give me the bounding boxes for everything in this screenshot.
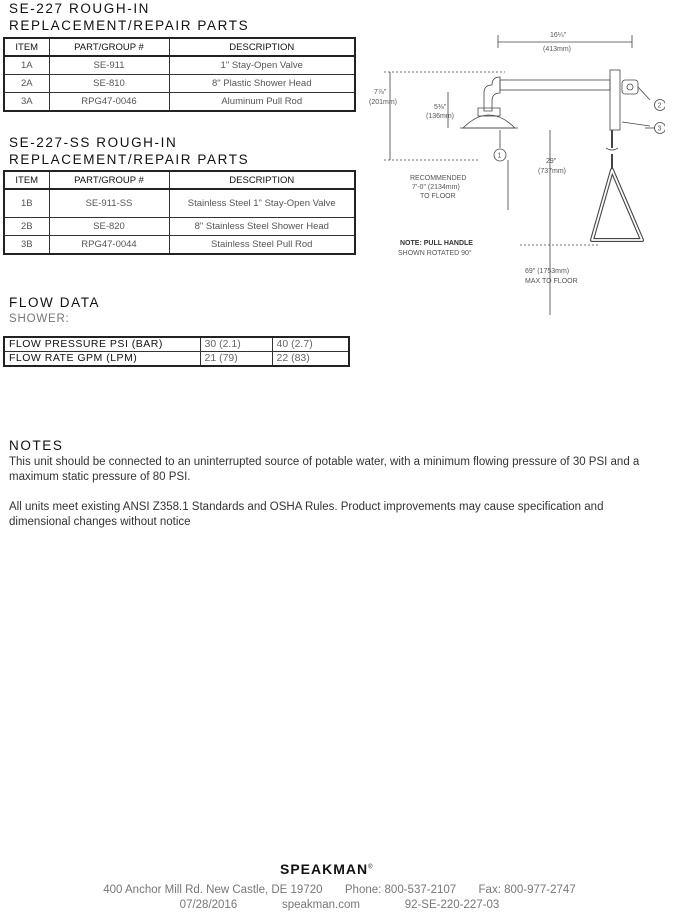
cell-item: 3A — [4, 93, 49, 112]
header-description: DESCRIPTION — [169, 171, 355, 189]
table-row — [4, 93, 355, 112]
dim-head-height: 5⅜" — [434, 104, 447, 111]
table-row — [4, 56, 355, 75]
flow-value: 30 (2.1) — [200, 337, 272, 352]
table-row — [4, 189, 355, 218]
cell-part: SE-911 — [49, 56, 169, 75]
cell-description: 8" Plastic Shower Head — [169, 75, 355, 93]
footer-date: 07/28/2016 — [179, 899, 238, 911]
flow-label: FLOW PRESSURE PSI (BAR) — [4, 337, 200, 352]
table-row — [4, 352, 349, 367]
footer-address: 400 Anchor Mill Rd. New Castle, DE 19720 — [103, 884, 323, 896]
se227-subtitle: REPLACEMENT/REPAIR PARTS — [9, 18, 250, 33]
callout-2-label: 2 — [657, 102, 662, 110]
notes-paragraph: All units meet existing ANSI Z358.1 Standards and OSHA Rules. Product improvements may cause specification and dimensional changes without notice — [9, 501, 604, 528]
se227ss-title: SE-227-SS ROUGH-IN — [9, 135, 178, 150]
max-floor-line-1: 69" (1753mm) — [525, 268, 570, 275]
table-row — [4, 337, 349, 352]
cell-item: 1A — [4, 56, 49, 75]
recommended-line-3: TO FLOOR — [420, 193, 456, 200]
note-line-1: NOTE: PULL HANDLE — [400, 240, 473, 247]
speakman-logo: SPEAKMAN® — [280, 861, 374, 877]
cell-item: 3B — [4, 236, 49, 255]
shower-arm — [500, 80, 610, 90]
header-description: DESCRIPTION — [169, 38, 355, 56]
rough-in-diagram — [360, 30, 665, 320]
cell-part: RPG47-0044 — [49, 236, 169, 255]
callout-1-label: 1 — [497, 152, 502, 160]
cell-description: 8" Stainless Steel Shower Head — [169, 218, 355, 236]
cell-item: 2B — [4, 218, 49, 236]
cell-part: SE-911-SS — [49, 189, 169, 218]
footer-doc-number: 92-SE-220-227-03 — [404, 899, 500, 911]
footer-web: speakman.com — [281, 899, 360, 911]
flow-subtitle: SHOWER: — [9, 313, 70, 325]
note-line-2: SHOWN ROTATED 90° — [398, 250, 472, 257]
cell-description: Stainless Steel Pull Rod — [169, 236, 355, 255]
dim-drop: 29" — [546, 158, 557, 165]
dim-head-height-mm: (136mm) — [426, 113, 455, 120]
dim-width: 16¼" — [550, 32, 567, 39]
callout-3-label: 3 — [657, 125, 662, 133]
header-part: PART/GROUP # — [49, 171, 169, 189]
se227-title: SE-227 ROUGH-IN — [9, 1, 151, 16]
header-part: PART/GROUP # — [49, 38, 169, 56]
footer-meta-line — [0, 899, 679, 911]
table-row — [4, 75, 355, 93]
header-item: ITEM — [4, 171, 49, 189]
notes-paragraph: This unit should be connected to an uninterrupted source of potable water, with a minimum flowing pressure of 30 PSI and a maximum static pressure of 80 PSI. — [9, 456, 640, 483]
table-row — [4, 218, 355, 236]
notes-title: NOTES — [9, 438, 64, 453]
dim-height-left-mm: (201mm) — [369, 99, 398, 106]
cell-part: RPG47-0046 — [49, 93, 169, 112]
flow-title: FLOW DATA — [9, 295, 101, 310]
footer-contact-line — [0, 884, 679, 896]
flow-value: 40 (2.7) — [272, 337, 349, 352]
recommended-line-2: 7'-0" (2134mm) — [412, 184, 460, 191]
dim-width-mm: (413mm) — [543, 46, 572, 53]
cell-part: SE-810 — [49, 75, 169, 93]
elbow-fitting — [484, 77, 500, 111]
cell-item: 1B — [4, 189, 49, 218]
shower-head — [463, 115, 515, 128]
flow-label: FLOW RATE GPM (LPM) — [4, 352, 200, 367]
max-floor-line-2: MAX TO FLOOR — [525, 278, 578, 285]
table-header-row — [4, 38, 355, 56]
se227ss-parts-table — [3, 170, 356, 255]
cell-description: Aluminum Pull Rod — [169, 93, 355, 112]
dim-height-left: 7⅞" — [374, 89, 387, 96]
se227ss-subtitle: REPLACEMENT/REPAIR PARTS — [9, 152, 250, 167]
valve-body — [610, 70, 620, 130]
cell-description: 1" Stay-Open Valve — [169, 56, 355, 75]
flow-value: 21 (79) — [200, 352, 272, 367]
flow-table — [3, 336, 350, 367]
dim-drop-mm: (737mm) — [538, 168, 567, 175]
footer-phone: Phone: 800-537-2107 — [344, 884, 457, 896]
cell-description: Stainless Steel 1" Stay-Open Valve — [169, 189, 355, 218]
footer-fax: Fax: 800-977-2747 — [478, 884, 576, 896]
table-header-row — [4, 171, 355, 189]
header-item: ITEM — [4, 38, 49, 56]
flow-value: 22 (83) — [272, 352, 349, 367]
cell-part: SE-820 — [49, 218, 169, 236]
recommended-line-1: RECOMMENDED — [410, 175, 467, 182]
se227-parts-table — [3, 37, 356, 112]
table-row — [4, 236, 355, 255]
cell-item: 2A — [4, 75, 49, 93]
